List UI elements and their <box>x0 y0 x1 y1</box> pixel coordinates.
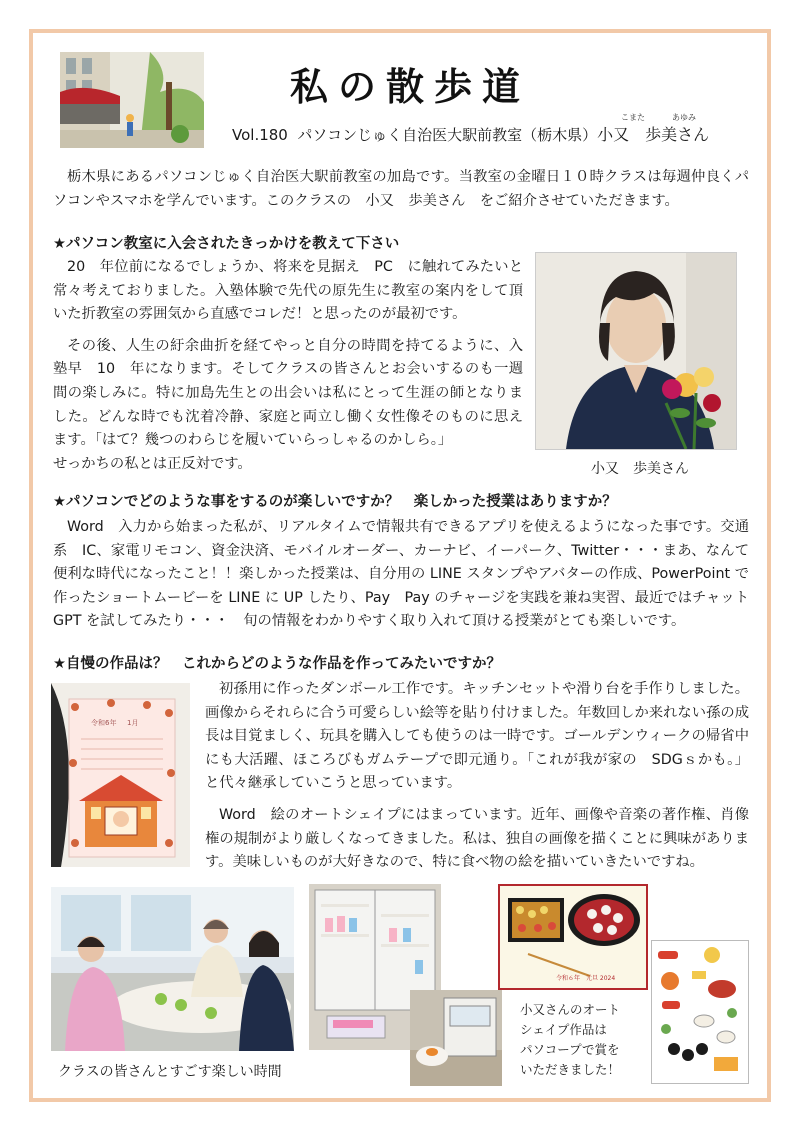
volume-number: Vol.180 <box>232 126 288 144</box>
class-group-photo <box>51 887 294 1051</box>
cardboard-toy-photo <box>410 990 502 1086</box>
q1-paragraph-1: 20 年位前になるでしょうか、将来を見据え PC に触れてみたいと常々考えておりました。入塾体験で先代の原先生に教室の案内をして頂いた折教室の雰囲気から直感でコレだ！と思ったのが最初です。 <box>53 259 523 323</box>
award-caption-line-1: 小又さんのオート <box>520 1002 621 1017</box>
q3-paragraph-1: 初孫用に作ったダンボール工作です。キッチンセットや滑り台を手作りしました。画像からそれらに合う可愛らしい絵等を貼り付けました。年数回しか来れない孫の成長は目覚ましく、玩具を購入しても使うのは一時です。ゴールデンウィークの帰省中にも大活躍、ほころびもガムテープで即元通り。「これが我が家の SDGｓかも。」と代々継承していこうと思っています。 <box>205 681 749 792</box>
q3-heading: ★自慢の作品は？ これからどのような作品を作ってみたいですか？ <box>53 656 501 672</box>
q1-paragraph-3: せっかちの私とは正反対です。 <box>53 455 252 472</box>
q3-body <box>205 678 749 875</box>
q2-paragraph: Word 入力から始まった私が、リアルタイムで情報共有できるアプリを使えるようになった事です。交通系 IC、家電リモコン、資金決済、モバイルオーダー、カーナビ、イーパーク、Twitter・・・まあ、なんて便利な時代になったこと！！楽しかった授業は、自分用の LINE スタンプやアバターの作成、PowerPoint で作ったショートムービーを LINE に UP したり、Pay Pay のチャージを実践を兼ね実習、最近ではチャット GPT を試してみたり・・・ 旬の情報をわかりやすく取り入れて頂ける授業がとても楽しいです。 <box>53 519 749 630</box>
class-photo-caption: クラスの皆さんとすごす楽しい時間 <box>58 1064 282 1080</box>
person-name: 小又 歩美さん <box>597 125 710 144</box>
food-illustrations-artwork <box>651 940 749 1084</box>
award-caption-line-2: シェイプ作品は <box>520 1022 607 1037</box>
byline <box>232 122 709 145</box>
osechi-artwork <box>498 884 648 990</box>
street-painting <box>60 52 204 148</box>
award-caption <box>520 1000 620 1080</box>
award-caption-line-3: パソコープで賞を <box>520 1042 620 1057</box>
osechi-label: 令和６年 元旦 2024 <box>556 975 616 982</box>
calendar-artwork-photo <box>51 683 190 867</box>
page-title: 私の散歩道 <box>290 64 531 109</box>
q1-heading: ★パソコン教室に入会されたきっかけを教えて下さい <box>53 236 400 252</box>
q1-paragraph-2: その後、人生の紆余曲折を経てやっと自分の時間を持てるように、入塾早 10 年になります。そしてクラスの皆さんとお会いするのも一週間の楽しみに。特に加島先生との出会いは私にとって生涯の師となりました。どんな時でも沈着冷静、家庭と両立し働く女性像そのものに思えます。「はて？幾つのわらじを履いていらっしゃるのかしら。」 <box>53 337 523 449</box>
q2-heading: ★パソコンでどのような事をするのが楽しいですか？ 楽しかった授業はありますか？ <box>53 494 617 510</box>
intro-paragraph: 栃木県にあるパソコンじゅく自治医大駅前教室の加島です。当教室の金曜日１０時クラスは毎週仲良くパソコンやスマホを学んでいます。このクラスの 小又 歩美さん をご紹介させていただきます。 <box>53 169 749 209</box>
q1-body <box>53 256 523 476</box>
portrait-caption: 小又 歩美さん <box>591 461 689 477</box>
calendar-month-label: 1月 <box>127 719 139 727</box>
classroom-name: パソコンじゅく自治医大駅前教室（栃木県） <box>297 126 598 144</box>
award-caption-line-4: いただきました！ <box>520 1062 621 1077</box>
ruby-ayumi: あゆみ <box>672 113 696 122</box>
portrait-photo <box>535 252 737 450</box>
calendar-year-label: 令和6年 <box>91 719 117 727</box>
q3-paragraph-2: Word 絵のオートシェイプにはまっています。近年、画像や音楽の著作権、肖像権の規制がより厳しくなってきました。私は、独自の画像を描くことに興味があります。美味しいものが大好きなので、特に食べ物の絵を描いていきたいですね。 <box>205 806 749 871</box>
ruby-komata: こまた <box>621 113 645 122</box>
